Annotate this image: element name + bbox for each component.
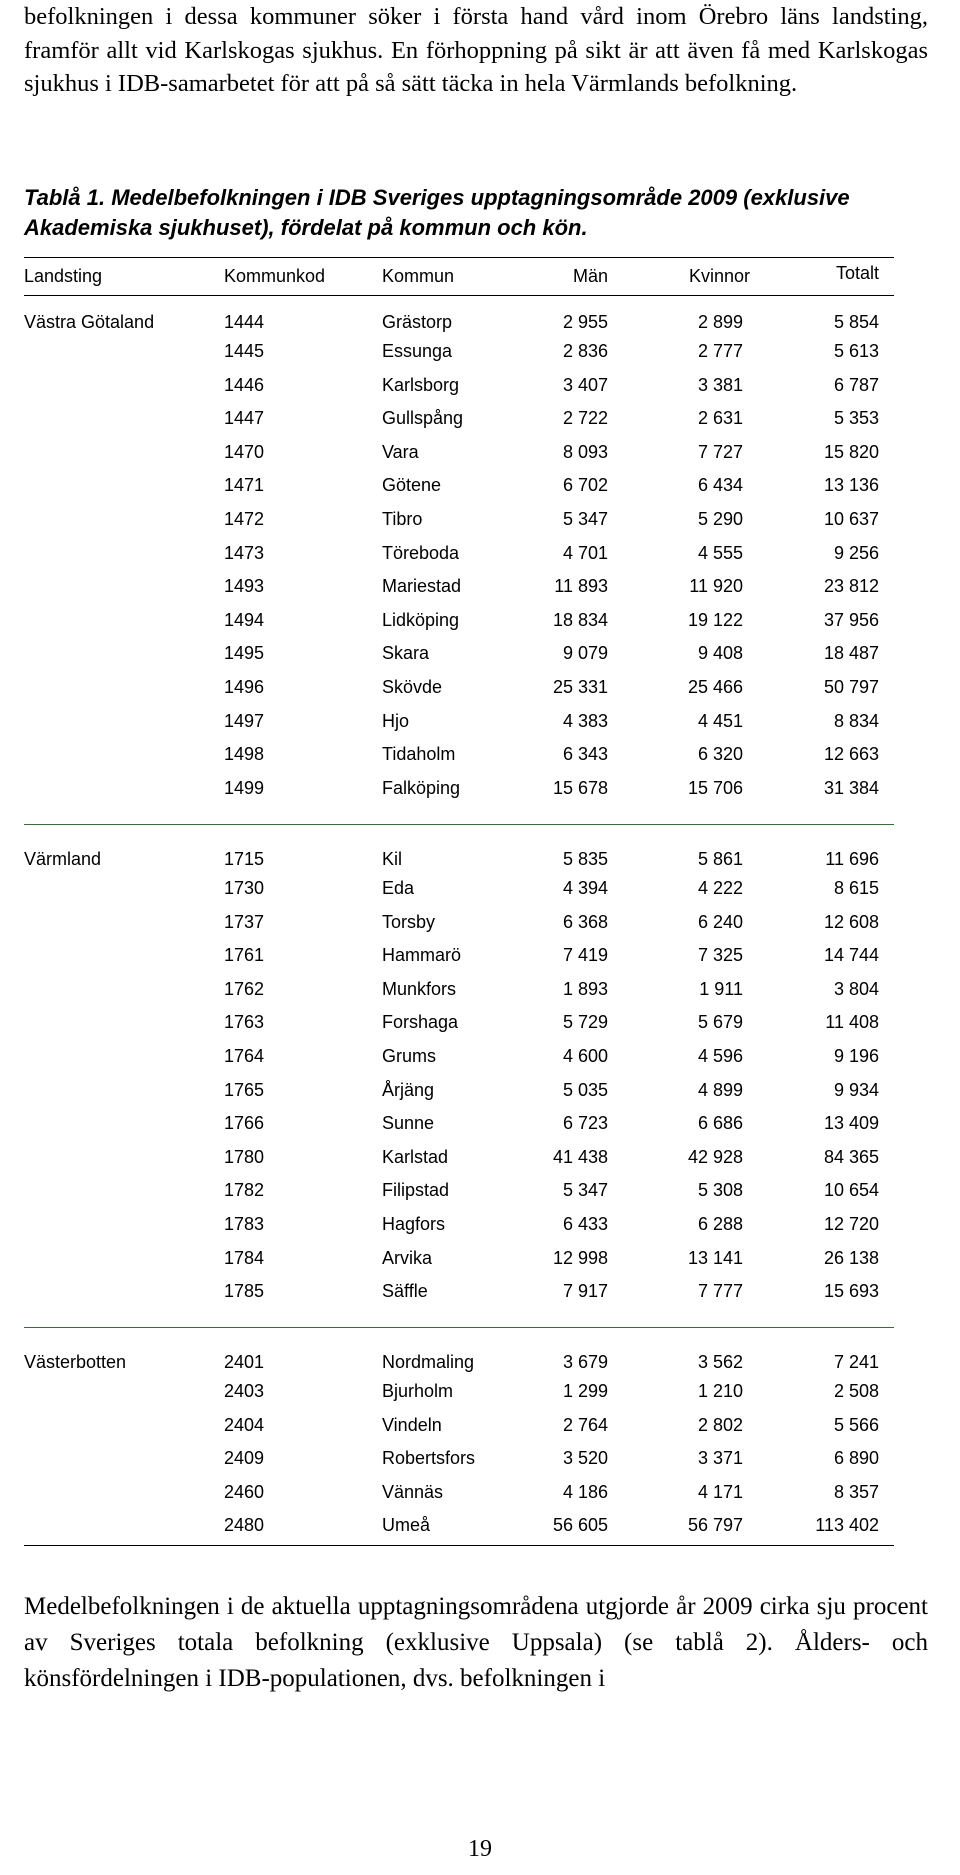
totalt-cell: 26 138: [823, 1247, 879, 1268]
kommunkod-cell: 1497: [224, 710, 265, 731]
kvinnor-cell: 7 777: [697, 1281, 743, 1302]
intro-paragraph: befolkningen i dessa kommuner söker i första hand vård inom Örebro läns landsting, framför allt vid Karlskogas sjukhus. En förhoppning på sikt är att även få med Karlskogas sjukhus i IDB-samarbetet för att på så sätt täcka in hela Värmlands befolkning.: [24, 3, 928, 97]
kommun-cell: Eda: [382, 878, 415, 898]
table-header-rule: [24, 295, 894, 296]
man-cell: 7 419: [562, 945, 608, 966]
kvinnor-cell: 4 899: [697, 1079, 743, 1100]
man-cell: 15 678: [552, 777, 608, 798]
kommun-cell: Årjäng: [382, 1079, 435, 1100]
man-cell: 4 383: [562, 710, 608, 731]
kommunkod-cell: 2403: [224, 1381, 265, 1401]
kommun-cell: Hammarö: [382, 945, 462, 966]
kommun-cell: Tibro: [382, 509, 423, 529]
kommunkod-cell: 2409: [224, 1448, 265, 1469]
group-separator-rule: [24, 1327, 894, 1328]
kommun-cell: Bjurholm: [382, 1381, 454, 1401]
kommunkod-cell: 1445: [224, 341, 265, 361]
totalt-cell: 9 256: [833, 542, 879, 563]
totalt-cell: 9 934: [833, 1079, 879, 1100]
totalt-cell: 5 613: [833, 341, 879, 361]
man-cell: 5 347: [562, 1180, 608, 1201]
totalt-cell: 8 357: [833, 1481, 879, 1502]
totalt-cell: 8 834: [833, 710, 879, 731]
kommunkod-cell: 1763: [224, 1012, 265, 1033]
kommun-cell: Vännäs: [382, 1481, 444, 1502]
kommunkod-cell: 1782: [224, 1180, 265, 1201]
man-cell: 1 299: [562, 1381, 608, 1401]
kvinnor-cell: 1 911: [699, 978, 743, 999]
kommun-cell: Mariestad: [382, 576, 462, 597]
kommunkod-cell: 1493: [224, 576, 265, 597]
kvinnor-cell: 2 777: [697, 341, 743, 361]
kvinnor-cell: 25 466: [687, 677, 743, 697]
totalt-cell: 5 566: [833, 1414, 879, 1435]
man-cell: 3 679: [562, 1352, 608, 1372]
man-cell: 4 186: [562, 1481, 608, 1502]
kvinnor-cell: 56 797: [687, 1515, 743, 1536]
man-cell: 7 917: [562, 1281, 608, 1302]
kvinnor-cell: 4 222: [697, 878, 743, 898]
kommun-cell: Karlstad: [382, 1146, 449, 1167]
kvinnor-cell: 5 308: [697, 1180, 743, 1201]
man-cell: 9 079: [562, 643, 608, 664]
man-cell: 4 701: [562, 542, 608, 563]
kommun-cell: Tidaholm: [382, 744, 456, 765]
kommun-cell: Vara: [382, 441, 419, 462]
totalt-cell: 5 854: [833, 312, 879, 332]
kommun-cell: Arvika: [382, 1247, 433, 1268]
landsting-cell: Västra Götaland: [24, 312, 155, 332]
totalt-cell: 5 353: [833, 408, 879, 429]
kommunkod-cell: 2401: [224, 1352, 265, 1372]
landsting-cell: Värmland: [24, 849, 102, 869]
kommun-cell: Hagfors: [382, 1214, 446, 1234]
kvinnor-cell: 6 434: [697, 475, 743, 496]
table-bottom-rule: [24, 1545, 894, 1546]
totalt-cell: 6 890: [833, 1448, 879, 1469]
totalt-cell: 11 696: [825, 849, 879, 869]
kommun-cell: Sunne: [382, 1113, 435, 1134]
kvinnor-cell: 2 631: [697, 408, 743, 429]
kommun-cell: Töreboda: [382, 542, 460, 563]
table-top-rule: [24, 257, 894, 258]
totalt-cell: 10 654: [823, 1180, 879, 1201]
man-cell: 2 955: [562, 312, 608, 332]
man-cell: 56 605: [552, 1515, 608, 1536]
totalt-cell: 12 663: [823, 744, 879, 765]
kommun-cell: Grästorp: [382, 312, 453, 332]
kvinnor-cell: 6 288: [697, 1214, 743, 1234]
kommun-cell: Skara: [382, 643, 430, 664]
kommunkod-cell: 1762: [224, 978, 265, 999]
header-totalt: Totalt: [835, 263, 879, 283]
kommunkod-cell: 1494: [224, 609, 265, 630]
header-kvinnor: Kvinnor: [688, 266, 750, 286]
kvinnor-cell: 9 408: [697, 643, 743, 664]
kommunkod-cell: 1470: [224, 441, 265, 462]
kommun-cell: Forshaga: [382, 1012, 459, 1033]
kvinnor-cell: 5 861: [697, 849, 743, 869]
totalt-cell: 31 384: [823, 777, 879, 798]
kommun-cell: Hjo: [382, 710, 410, 731]
kommunkod-cell: 1499: [224, 777, 265, 798]
man-cell: 3 407: [562, 374, 608, 395]
man-cell: 2 722: [562, 408, 608, 429]
kommun-cell: Lidköping: [382, 609, 460, 630]
kvinnor-cell: 42 928: [687, 1146, 743, 1167]
totalt-cell: 84 365: [823, 1146, 879, 1167]
totalt-cell: 50 797: [823, 677, 879, 697]
totalt-cell: 14 744: [823, 945, 879, 966]
kvinnor-cell: 2 802: [697, 1414, 743, 1435]
kvinnor-cell: 5 679: [697, 1012, 743, 1033]
totalt-cell: 37 956: [823, 609, 879, 630]
totalt-cell: 8 615: [833, 878, 879, 898]
kvinnor-cell: 7 325: [697, 945, 743, 966]
kommun-cell: Filipstad: [382, 1180, 450, 1201]
kommunkod-cell: 1780: [224, 1146, 265, 1167]
landsting-cell: Västerbotten: [24, 1352, 127, 1372]
kommun-cell: Torsby: [382, 911, 436, 932]
kvinnor-cell: 3 381: [697, 374, 743, 395]
totalt-cell: 12 720: [823, 1214, 879, 1234]
totalt-cell: 9 196: [833, 1046, 879, 1066]
kvinnor-cell: 3 562: [697, 1352, 743, 1372]
kommunkod-cell: 1785: [224, 1281, 265, 1302]
man-cell: 4 600: [562, 1046, 608, 1066]
totalt-cell: 23 812: [823, 576, 879, 597]
kommun-cell: Nordmaling: [382, 1352, 475, 1372]
kvinnor-cell: 6 240: [697, 911, 743, 932]
kommunkod-cell: 1737: [224, 911, 265, 932]
kvinnor-cell: 6 686: [697, 1113, 743, 1134]
man-cell: 6 702: [562, 475, 608, 496]
kvinnor-cell: 4 555: [697, 542, 743, 563]
kommunkod-cell: 1766: [224, 1113, 265, 1134]
totalt-cell: 6 787: [833, 374, 879, 395]
totalt-cell: 12 608: [823, 911, 879, 932]
kommun-cell: Munkfors: [382, 978, 457, 999]
man-cell: 5 835: [562, 849, 608, 869]
man-cell: 5 729: [562, 1012, 608, 1033]
kommun-cell: Götene: [382, 475, 442, 496]
kommunkod-cell: 1444: [224, 312, 265, 332]
kommun-cell: Gullspång: [382, 408, 464, 429]
header-kommun: Kommun: [382, 266, 455, 286]
kommun-cell: Essunga: [382, 341, 453, 361]
kommunkod-cell: 1783: [224, 1214, 265, 1234]
kvinnor-cell: 5 290: [697, 509, 743, 529]
totalt-cell: 10 637: [823, 509, 879, 529]
header-landsting: Landsting: [24, 266, 103, 286]
kommunkod-cell: 1764: [224, 1046, 265, 1066]
kvinnor-cell: 1 210: [697, 1381, 743, 1401]
man-cell: 2 836: [562, 341, 608, 361]
man-cell: 5 035: [562, 1079, 608, 1100]
kommunkod-cell: 1496: [224, 677, 265, 697]
totalt-cell: 15 693: [823, 1281, 879, 1302]
kommunkod-cell: 2460: [224, 1481, 265, 1502]
kommun-cell: Karlsborg: [382, 374, 460, 395]
man-cell: 3 520: [562, 1448, 608, 1469]
man-cell: 6 343: [562, 744, 608, 765]
totalt-cell: 2 508: [833, 1381, 879, 1401]
man-cell: 4 394: [562, 878, 608, 898]
man-cell: 11 893: [554, 576, 608, 597]
kommunkod-cell: 1473: [224, 542, 265, 563]
kvinnor-cell: 3 371: [697, 1448, 743, 1469]
kommun-cell: Grums: [382, 1046, 436, 1066]
kommunkod-cell: 2480: [224, 1515, 265, 1536]
kvinnor-cell: 13 141: [687, 1247, 743, 1268]
kommun-cell: Vindeln: [382, 1414, 442, 1435]
man-cell: 6 433: [562, 1214, 608, 1234]
header-kommunkod: Kommunkod: [224, 266, 326, 286]
totalt-cell: 18 487: [823, 643, 879, 664]
kommunkod-cell: 1765: [224, 1079, 265, 1100]
kvinnor-cell: 4 171: [697, 1481, 743, 1502]
kommunkod-cell: 1495: [224, 643, 265, 664]
kommunkod-cell: 2404: [224, 1414, 265, 1435]
kommun-cell: Falköping: [382, 777, 461, 798]
man-cell: 25 331: [552, 677, 608, 697]
kommunkod-cell: 1446: [224, 374, 265, 395]
kommunkod-cell: 1761: [224, 945, 265, 966]
outro-paragraph: Medelbefolkningen i de aktuella upptagningsområdena utgjorde år 2009 cirka sju procent av Sveriges totala befolkning (exklusive Uppsala) (se tablå 2). Ålders- och könsfördelningen i IDB-populationen, dvs. befolkningen i: [24, 1593, 928, 1692]
kommun-cell: Skövde: [382, 677, 443, 697]
kvinnor-cell: 11 920: [689, 576, 743, 597]
kommunkod-cell: 1784: [224, 1247, 265, 1268]
totalt-cell: 15 820: [823, 441, 879, 462]
kommunkod-cell: 1730: [224, 878, 265, 898]
man-cell: 12 998: [552, 1247, 608, 1268]
totalt-cell: 7 241: [833, 1352, 879, 1372]
group-separator-rule: [24, 824, 894, 825]
kommun-cell: Robertsfors: [382, 1448, 476, 1469]
man-cell: 41 438: [552, 1146, 608, 1167]
man-cell: 5 347: [562, 509, 608, 529]
table-caption: Tablå 1. Medelbefolkningen i IDB Sveriges upptagningsområde 2009 (exklusive Akademiska sjukhuset), fördelat på kommun och kön.: [24, 185, 850, 240]
kvinnor-cell: 7 727: [697, 441, 743, 462]
man-cell: 2 764: [562, 1414, 608, 1435]
kommunkod-cell: 1447: [224, 408, 265, 429]
kommunkod-cell: 1471: [224, 475, 265, 496]
kommun-cell: Kil: [382, 849, 403, 869]
totalt-cell: 13 136: [823, 475, 879, 496]
totalt-cell: 3 804: [833, 978, 879, 999]
man-cell: 6 368: [562, 911, 608, 932]
kommunkod-cell: 1715: [224, 849, 265, 869]
man-cell: 18 834: [552, 609, 608, 630]
kommunkod-cell: 1472: [224, 509, 265, 529]
kommunkod-cell: 1498: [224, 744, 265, 765]
kvinnor-cell: 6 320: [697, 744, 743, 765]
kvinnor-cell: 2 899: [697, 312, 743, 332]
totalt-cell: 113 402: [815, 1515, 879, 1536]
kvinnor-cell: 4 596: [697, 1046, 743, 1066]
kvinnor-cell: 15 706: [687, 777, 743, 798]
man-cell: 8 093: [562, 441, 608, 462]
kommun-cell: Säffle: [382, 1281, 428, 1302]
page-number: 19: [468, 1836, 492, 1862]
kvinnor-cell: 4 451: [697, 710, 743, 731]
totalt-cell: 13 409: [823, 1113, 879, 1134]
kvinnor-cell: 19 122: [687, 609, 743, 630]
man-cell: 1 893: [562, 978, 608, 999]
kommun-cell: Umeå: [382, 1515, 431, 1536]
header-man: Män: [572, 266, 608, 286]
man-cell: 6 723: [562, 1113, 608, 1134]
totalt-cell: 11 408: [825, 1012, 879, 1033]
